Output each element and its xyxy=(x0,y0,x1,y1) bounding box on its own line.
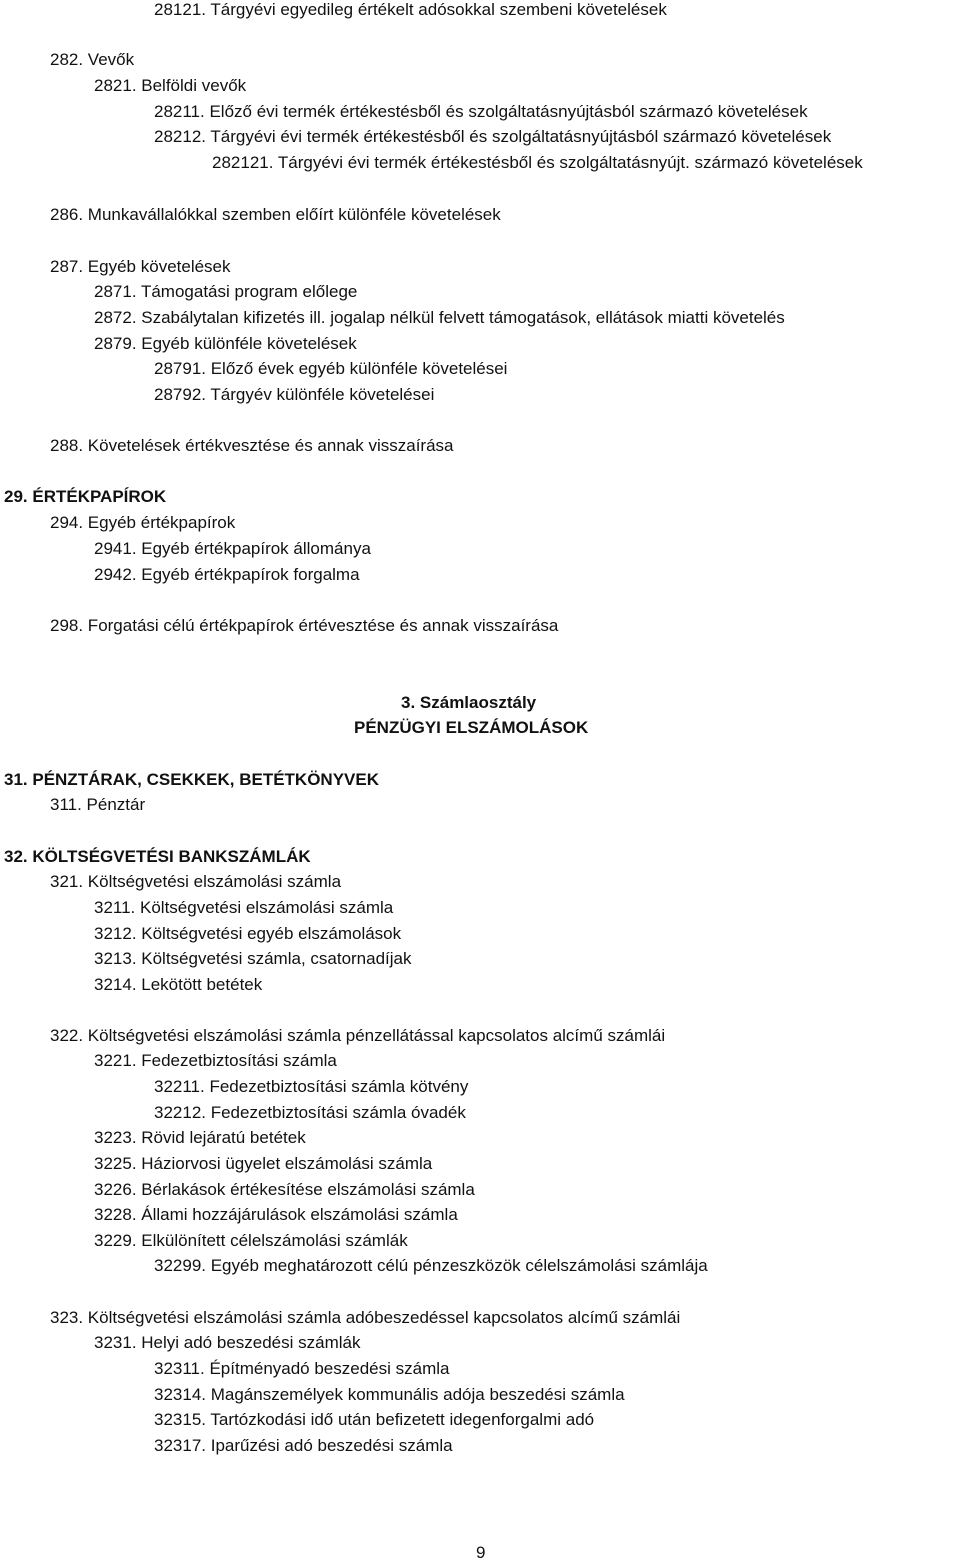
account-line: 3213. Költségvetési számla, csatornadíjak xyxy=(94,949,412,968)
section-heading: 32. KÖLTSÉGVETÉSI BANKSZÁMLÁK xyxy=(4,847,311,866)
account-line: 2879. Egyéb különféle követelések xyxy=(94,334,357,353)
account-line: 2942. Egyéb értékpapírok forgalma xyxy=(94,565,360,584)
account-line: 287. Egyéb követelések xyxy=(50,257,231,276)
account-line: 3214. Lekötött betétek xyxy=(94,975,263,994)
section-heading: 31. PÉNZTÁRAK, CSEKKEK, BETÉTKÖNYVEK xyxy=(4,770,379,789)
section-heading: PÉNZÜGYI ELSZÁMOLÁSOK xyxy=(354,718,589,737)
account-line: 322. Költségvetési elszámolási számla pénzellátással kapcsolatos alcímű számlái xyxy=(50,1026,666,1045)
account-line: 321. Költségvetési elszámolási számla xyxy=(50,872,342,891)
account-line: 32311. Építményadó beszedési számla xyxy=(154,1359,450,1378)
account-line: 28211. Előző évi termék értékestésből és szolgáltatásnyújtásból származó követelések xyxy=(154,102,808,121)
account-line: 28791. Előző évek egyéb különféle követelései xyxy=(154,359,508,378)
account-line: 3223. Rövid lejáratú betétek xyxy=(94,1128,306,1147)
account-line: 3225. Háziorvosi ügyelet elszámolási számla xyxy=(94,1154,433,1173)
account-line: 311. Pénztár xyxy=(50,795,146,814)
account-line: 3229. Elkülönített célelszámolási számlák xyxy=(94,1231,408,1250)
account-line: 294. Egyéb értékpapírok xyxy=(50,513,236,532)
account-line: 28212. Tárgyévi évi termék értékestésből és szolgáltatásnyújtásból származó követelések xyxy=(154,127,832,146)
account-line: 32315. Tartózkodási idő után befizetett idegenforgalmi adó xyxy=(154,1410,595,1429)
account-line: 288. Követelések értékvesztése és annak visszaírása xyxy=(50,436,454,455)
account-line: 3221. Fedezetbiztosítási számla xyxy=(94,1051,337,1070)
account-line: 298. Forgatási célú értékpapírok értévesztése és annak visszaírása xyxy=(50,616,559,635)
account-line: 3228. Állami hozzájárulások elszámolási számla xyxy=(94,1205,458,1224)
section-heading: 3. Számlaosztály xyxy=(401,693,537,712)
account-line: 3231. Helyi adó beszedési számlák xyxy=(94,1333,361,1352)
account-line: 28792. Tárgyév különféle követelései xyxy=(154,385,435,404)
account-line: 282. Vevők xyxy=(50,50,135,69)
account-line: 32211. Fedezetbiztosítási számla kötvény xyxy=(154,1077,469,1096)
account-line: 28121. Tárgyévi egyedileg értékelt adósokkal szembeni követelések xyxy=(154,0,667,19)
account-line: 3211. Költségvetési elszámolási számla xyxy=(94,898,394,917)
account-line: 323. Költségvetési elszámolási számla adóbeszedéssel kapcsolatos alcímű számlái xyxy=(50,1308,681,1327)
account-line: 2821. Belföldi vevők xyxy=(94,76,247,95)
account-line: 2941. Egyéb értékpapírok állománya xyxy=(94,539,371,558)
page-number: 9 xyxy=(476,1543,486,1562)
account-line: 2872. Szabálytalan kifizetés ill. jogalap nélkül felvett támogatások, ellátások miatti követelés xyxy=(94,308,785,327)
account-line: 3226. Bérlakások értékesítése elszámolási számla xyxy=(94,1180,475,1199)
account-line: 3212. Költségvetési egyéb elszámolások xyxy=(94,924,402,943)
account-line: 32299. Egyéb meghatározott célú pénzeszközök célelszámolási számlája xyxy=(154,1256,708,1275)
account-line: 2871. Támogatási program előlege xyxy=(94,282,358,301)
section-heading: 29. ÉRTÉKPAPÍROK xyxy=(4,487,167,506)
account-line: 282121. Tárgyévi évi termék értékestésből és szolgáltatásnyújt. származó követelések xyxy=(212,153,863,172)
account-line: 32212. Fedezetbiztosítási számla óvadék xyxy=(154,1103,466,1122)
account-line: 32317. Iparűzési adó beszedési számla xyxy=(154,1436,453,1455)
account-line: 286. Munkavállalókkal szemben előírt különféle követelések xyxy=(50,205,501,224)
account-line: 32314. Magánszemélyek kommunális adója beszedési számla xyxy=(154,1385,625,1404)
